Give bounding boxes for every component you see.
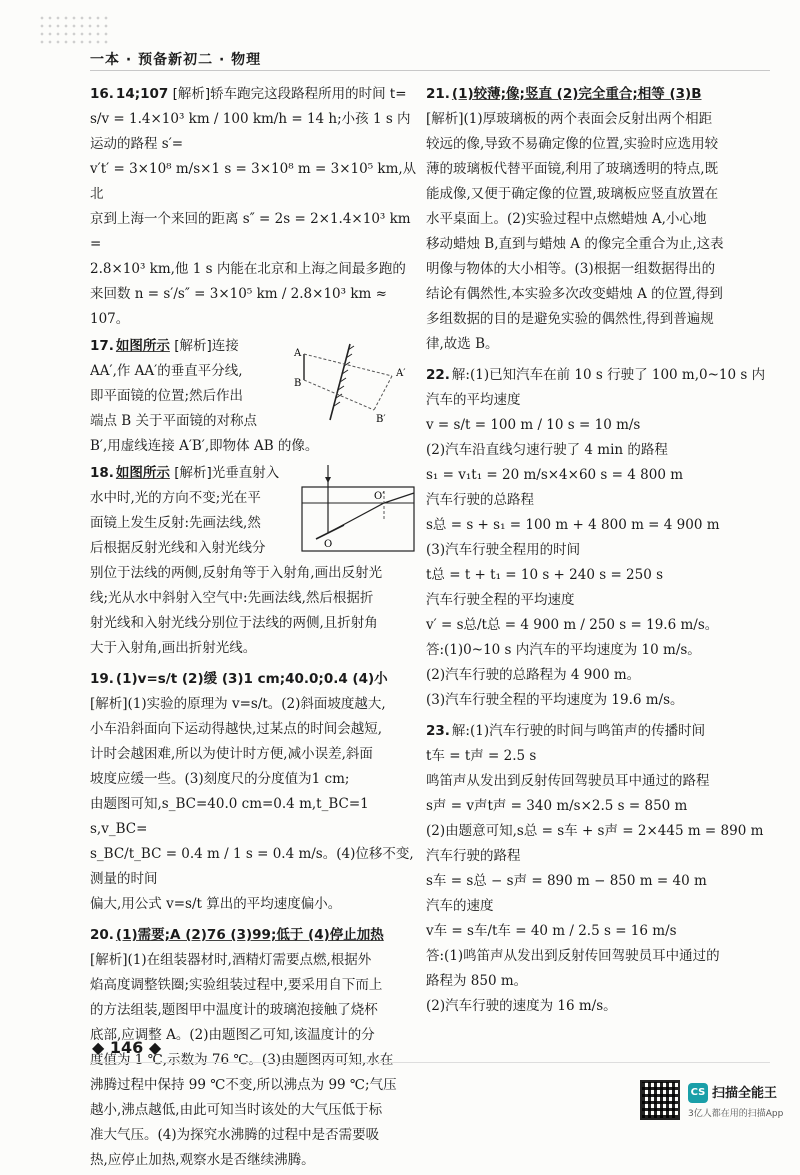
explanation-line: 线;光从水中斜射入空气中:先画法线,然后根据折 [90,590,374,606]
answer-line: 路程为 850 m。 [426,973,528,989]
explanation-line: s_BC/t_BC = 0.4 m / 1 s = 0.4 m/s。(4)位移不变,测量的时间 [90,846,414,887]
explanation-line: 由题图可知,s_BC=40.0 cm=0.4 m,t_BC=1 s,v_BC= [90,796,369,837]
qr-code-icon [640,1080,680,1120]
explanation-line: 解:(1)汽车行驶的时间与鸣笛声的传播时间 [451,723,706,739]
explanation-line: 较远的像,导致不易确定像的位置,实验时应选用较 [426,136,719,152]
formula-line: s车 = s总 − s声 = 890 m − 850 m = 40 m [426,873,707,889]
label-a-prime: A′ [396,368,406,379]
explanation-line: 小车沿斜面向下运动得越快,过某点的时间会越短, [90,721,383,737]
explanation-line: 射光线和入射光线分别位于法线的两侧,且折射角 [90,615,378,631]
header-divider [90,70,770,71]
answer: (1)需要;A (2)76 (3)99;低于 (4)停止加热 [115,927,384,943]
explanation-line: 能成像,又便于确定像的位置,玻璃板应竖直放置在 [426,186,719,202]
explanation-line: 解:(1)已知汽车在前 10 s 行驶了 100 m,0~10 s 内 [451,367,766,383]
brand-name: 扫描全能王 [712,1086,778,1101]
water-refraction-diagram [298,463,418,555]
explanation-line: 底部,应调整 A。(2)由题图乙可知,该温度计的分 [90,1027,375,1043]
question-21 [426,82,776,357]
answer-line: 答:(1)0~10 s 内汽车的平均速度为 10 m/s。 [426,642,701,658]
formula-line: t总 = t + t₁ = 10 s + 240 s = 250 s [426,567,664,583]
label-b-prime: B′ [376,414,386,425]
explanation-line: 水中时,光的方向不变;光在平 [90,490,261,506]
explanation-line: 汽车的速度 [426,898,494,914]
explanation-line: v′t′ = 3×10⁸ m/s×1 s = 3×10⁸ m = 3×10⁵ km,从北 [90,161,417,202]
explanation-line: 沸腾过程中保持 99 ℃不变,所以沸点为 99 ℃;气压 [90,1077,397,1093]
page-header-title: 一本 · 预备新初二 · 物理 [90,52,262,68]
page-number-value: 146 [109,1038,144,1057]
formula-line: s₁ = v₁t₁ = 20 m/s×4×60 s = 4 800 m [426,467,683,483]
formula-line: v车 = s车/t车 = 40 m / 2.5 s = 16 m/s [426,923,677,939]
question-18 [90,461,418,661]
explanation-line: 偏大,用公式 v=s/t 算出的平均速度偏小。 [90,896,342,912]
label-o-prime: O′ [374,491,385,502]
formula-line: v′ = s总/t总 = 4 900 m / 250 s = 19.6 m/s。 [426,617,719,633]
explanation-line: s/v = 1.4×10³ km / 100 km/h = 14 h;小孩 1 s 内运动的路程 s′= [90,111,411,152]
explanation-line: 的方法组装,题图甲中温度计的玻璃泡接触了烧杯 [90,1002,378,1018]
explanation-line: 汽车行驶的路程 [426,848,521,864]
explanation-line: (2)汽车沿直线匀速行驶了 4 min 的路程 [426,442,668,458]
answer-line: (2)汽车行驶的速度为 16 m/s。 [426,998,617,1014]
question-number: 21. [426,86,450,102]
explanation-line: 端点 B 关于平面镜的对称点 [90,413,258,429]
question-number: 17. [90,338,114,354]
explanation-line: 多组数据的目的是避免实验的偶然性,得到普遍规 [426,311,714,327]
mirror-diagram [290,336,418,428]
explanation-line: 京到上海一个来回的距离 s″ = 2s = 2×1.4×10³ km = [90,211,411,252]
answer: 如图所示 [115,338,170,354]
answer-line: 答:(1)鸣笛声从发出到反射传回驾驶员耳中通过的 [426,948,720,964]
answer-line: (3)汽车行驶全程的平均速度为 19.6 m/s。 [426,692,684,708]
explanation-line: 越小,沸点越低,由此可知当时该处的大气压低于标 [90,1102,383,1118]
question-number: 18. [90,465,114,481]
explanation-line: [解析](1)实验的原理为 v=s/t。(2)斜面坡度越大, [90,696,386,712]
explanation-line: [解析]光垂直射入 [174,465,280,481]
label-a: A [294,348,302,359]
footer-divider [90,1062,770,1063]
question-number: 20. [90,927,114,943]
explanation-line: 面镜上发生反射:先画法线,然 [90,515,261,531]
explanation-line: 汽车行驶的总路程 [426,492,534,508]
explanation-line: 后根据反射光线和入射光线分 [90,540,266,556]
explanation-line: 2.8×10³ km,他 1 s 内能在北京和上海之间最多跑的 [90,261,406,277]
answer: 14;107 [115,86,169,102]
formula-line: s声 = v声t声 = 340 m/s×2.5 s = 850 m [426,798,688,814]
explanation-line: 别位于法线的两侧,反射角等于入射角,画出反射光 [90,565,383,581]
formula-line: (2)由题意可知,s总 = s车 + s声 = 2×445 m = 890 m [426,823,764,839]
explanation-line: [解析]轿车跑完这段路程所用的时间 t= [172,86,407,102]
question-number: 19. [90,671,114,687]
explanation-line: [解析]连接 [174,338,239,354]
explanation-line: 焰高度调整铁圈;实验组装过程中,要采用自下而上 [90,977,383,993]
explanation-line: 水平桌面上。(2)实验过程中点燃蜡烛 A,小心地 [426,211,707,227]
explanation-line: 准大气压。(4)为探究水沸腾的过程中是否需要吸 [90,1127,380,1143]
explanation-line: 即平面镜的位置;然后作出 [90,388,244,404]
explanation-line: 明像与物体的大小相等。(3)根据一组数据得出的 [426,261,716,277]
answer: (1)较薄;像;竖直 (2)完全重合;相等 (3)B [451,86,702,102]
explanation-line: 鸣笛声从发出到反射传回驾驶员耳中通过的路程 [426,773,710,789]
question-number: 16. [90,86,114,102]
question-number: 22. [426,367,450,383]
formula-line: s总 = s + s₁ = 100 m + 4 800 m = 4 900 m [426,517,720,533]
explanation-line: 移动蜡烛 B,直到与蜡烛 A 的像完全重合为止,这表 [426,236,724,252]
explanation-line: 结论有偶然性,本实验多次改变蜡烛 A 的位置,得到 [426,286,723,302]
explanation-line: 汽车的平均速度 [426,392,521,408]
answer: (1)v=s/t (2)缓 (3)1 cm;40.0;0.4 (4)小 [115,671,388,687]
question-17 [90,334,418,459]
explanation-line: (3)汽车行驶全程用的时间 [426,542,581,558]
question-number: 23. [426,723,450,739]
answer-line: (2)汽车行驶的总路程为 4 900 m。 [426,667,641,683]
explanation-line: 汽车行驶全程的平均速度 [426,592,575,608]
camscanner-logo-icon: CS [688,1083,708,1103]
explanation-line: B′,用虚线连接 A′B′,即物体 AB 的像。 [90,438,319,454]
formula-line: t车 = t声 = 2.5 s [426,748,537,764]
label-b: B [294,378,302,389]
explanation-line: 坡度应缓一些。(3)刻度尺的分度值为1 cm; [90,771,350,787]
explanation-line: 薄的玻璃板代替平面镜,利用了玻璃透明的特点,既 [426,161,719,177]
question-22 [426,363,776,713]
label-o: O [324,539,333,550]
explanation-line: [解析](1)厚玻璃板的两个表面会反射出两个相距 [426,111,713,127]
explanation-line: [解析](1)在组装器材时,酒精灯需要点燃,根据外 [90,952,372,968]
left-column [90,82,418,1175]
page-number: ◆ 146 ◆ [92,1038,162,1057]
explanation-line: 计时会越困难,所以为使计时方便,减小误差,斜面 [90,746,373,762]
decorative-dots [38,14,108,44]
explanation-line: 大于入射角,画出折射光线。 [90,640,257,656]
right-column [426,82,776,1021]
explanation-line: AA′,作 AA′的垂直平分线, [90,363,243,379]
question-16 [90,82,418,332]
explanation-line: 热,应停止加热,观察水是否继续沸腾。 [90,1152,315,1168]
explanation-line: 律,故选 B。 [426,336,499,352]
answer: 如图所示 [115,465,170,481]
question-19 [90,667,418,917]
question-23 [426,719,776,1019]
explanation-line: 来回数 n = s′/s″ = 3×10⁵ km / 2.8×10³ km ≈ 107。 [90,286,387,327]
explanation-line: 度值为 1 ℃,示数为 76 ℃。(3)由题图丙可知,水在 [90,1052,394,1068]
brand-tagline: 3亿人都在用的扫描App [688,1109,784,1119]
formula-line: v = s/t = 100 m / 10 s = 10 m/s [426,417,641,433]
